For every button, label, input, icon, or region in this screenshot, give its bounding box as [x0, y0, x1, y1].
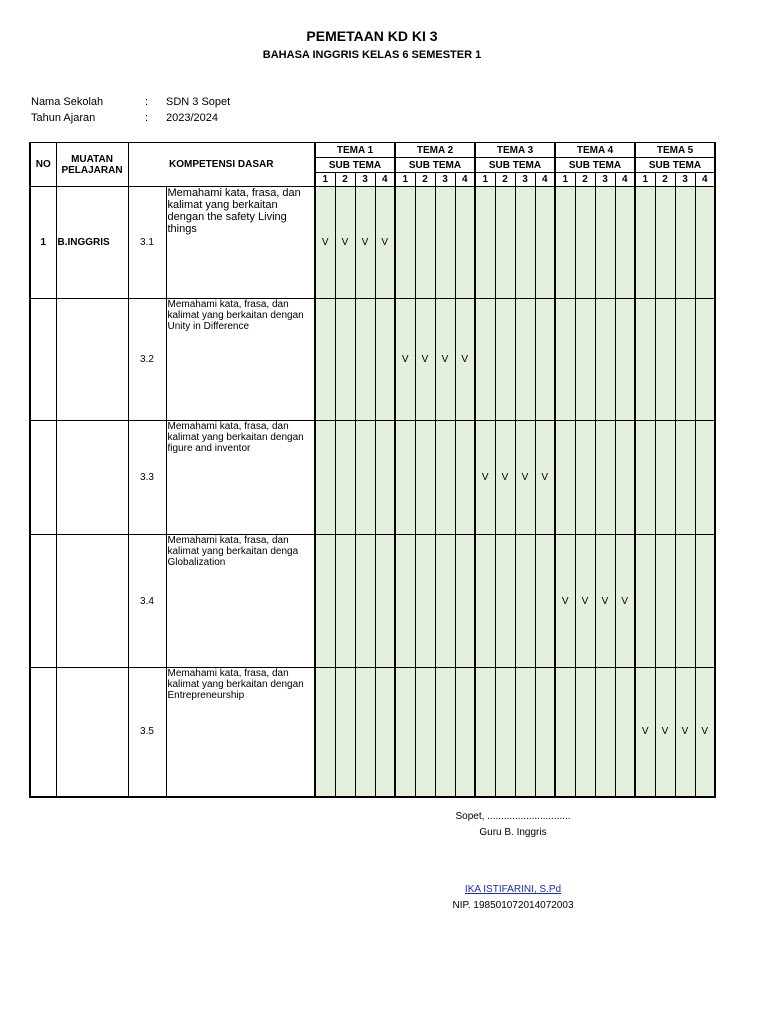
- row-kd-code: 3.2: [128, 299, 166, 421]
- row-muatan: [56, 299, 128, 421]
- header-sub-number: 1: [315, 173, 335, 187]
- header-sub-number: 1: [555, 173, 575, 187]
- check-cell: [695, 668, 715, 797]
- check-cell: [495, 668, 515, 797]
- check-cell: [535, 668, 555, 797]
- check-cell: [375, 299, 395, 421]
- check-cell: [455, 187, 475, 299]
- row-no: [30, 299, 56, 421]
- row-kd-text: Memahami kata, frasa, dan kalimat yang berkaitan dengan Unity in Difference: [166, 299, 315, 421]
- check-cell: [575, 421, 595, 535]
- check-mark: V: [481, 472, 489, 483]
- header-tema-4: TEMA 4: [555, 143, 635, 158]
- signature-role: Guru B. Inggris: [479, 827, 547, 838]
- check-cell: [315, 421, 335, 535]
- header-no: NO: [30, 143, 56, 187]
- header-sub-number: 2: [655, 173, 675, 187]
- check-cell: [435, 299, 455, 421]
- check-mark: V: [461, 354, 469, 365]
- check-cell: [395, 421, 415, 535]
- check-mark: V: [381, 237, 389, 248]
- row-no: [30, 421, 56, 535]
- check-cell: [575, 187, 595, 299]
- row-muatan: [56, 535, 128, 668]
- header-tema-5: TEMA 5: [635, 143, 715, 158]
- row-kd-text: Memahami kata, frasa, dan kalimat yang berkaitan dengan figure and inventor: [166, 421, 315, 535]
- row-kd-code: 3.5: [128, 668, 166, 797]
- check-cell: [595, 421, 615, 535]
- check-mark: V: [661, 726, 669, 738]
- row-muatan: [56, 421, 128, 535]
- check-cell: [615, 668, 635, 797]
- check-cell: [575, 299, 595, 421]
- check-cell: [675, 187, 695, 299]
- check-cell: [315, 299, 335, 421]
- check-cell: [535, 535, 555, 668]
- check-cell: [375, 668, 395, 797]
- check-mark: V: [341, 237, 349, 248]
- check-cell: [655, 421, 675, 535]
- check-cell: [455, 535, 475, 668]
- year-value: 2023/2024: [166, 112, 218, 124]
- check-cell: [475, 299, 495, 421]
- school-label: Nama Sekolah: [31, 96, 104, 108]
- kd-mapping-table: [29, 142, 716, 798]
- header-tema-2: TEMA 2: [395, 143, 475, 158]
- header-sub-number: 4: [455, 173, 475, 187]
- check-cell: [395, 187, 415, 299]
- page-subtitle: BAHASA INGGRIS KELAS 6 SEMESTER 1: [262, 49, 482, 61]
- row-no: 1: [30, 187, 56, 299]
- header-sub-number: 4: [615, 173, 635, 187]
- check-cell: [355, 299, 375, 421]
- year-colon: :: [145, 112, 149, 124]
- check-cell: [475, 668, 495, 797]
- row-muatan: [56, 668, 128, 797]
- check-mark: V: [541, 472, 549, 483]
- check-mark: V: [401, 354, 409, 365]
- check-cell: [615, 535, 635, 668]
- school-colon: :: [145, 96, 149, 108]
- row-no: [30, 535, 56, 668]
- check-cell: [495, 535, 515, 668]
- check-cell: [475, 187, 495, 299]
- check-cell: [455, 668, 475, 797]
- check-mark: V: [581, 595, 589, 607]
- check-mark: V: [361, 237, 369, 248]
- year-label: Tahun Ajaran: [31, 112, 96, 124]
- check-cell: [695, 187, 715, 299]
- row-kd-code: 3.4: [128, 535, 166, 668]
- school-value: SDN 3 Sopet: [166, 96, 231, 108]
- check-cell: [375, 535, 395, 668]
- row-kd-code: 3.1: [128, 187, 166, 299]
- check-cell: [615, 187, 635, 299]
- header-sub-number: 1: [395, 173, 415, 187]
- check-cell: [435, 668, 455, 797]
- header-sub-number: 1: [475, 173, 495, 187]
- header-sub-tema: SUB TEMA: [475, 158, 555, 173]
- check-cell: [455, 299, 475, 421]
- check-cell: [415, 299, 435, 421]
- header-sub-tema: SUB TEMA: [395, 158, 475, 173]
- header-sub-number: 3: [595, 173, 615, 187]
- check-cell: [655, 187, 675, 299]
- check-cell: [675, 668, 695, 797]
- table-row: [30, 187, 715, 299]
- check-cell: [595, 299, 615, 421]
- header-sub-number: 1: [635, 173, 655, 187]
- header-kompetensi: KOMPETENSI DASAR: [128, 143, 315, 187]
- check-cell: [395, 668, 415, 797]
- check-mark: V: [701, 726, 709, 738]
- check-cell: [395, 299, 415, 421]
- check-cell: [515, 187, 535, 299]
- header-sub-tema: SUB TEMA: [635, 158, 715, 173]
- table-row: [30, 299, 715, 421]
- check-mark: V: [421, 354, 429, 365]
- check-mark: V: [501, 472, 509, 483]
- row-kd-text: Memahami kata, frasa, dan kalimat yang berkaitan denga Globalization: [166, 535, 315, 668]
- check-cell: [555, 187, 575, 299]
- check-cell: [555, 668, 575, 797]
- table-row: [30, 535, 715, 668]
- header-sub-number: 4: [535, 173, 555, 187]
- check-cell: [415, 187, 435, 299]
- header-sub-tema: SUB TEMA: [555, 158, 635, 173]
- check-cell: [635, 187, 655, 299]
- check-cell: [695, 535, 715, 668]
- check-cell: [695, 299, 715, 421]
- check-mark: V: [601, 595, 609, 607]
- header-sub-number: 2: [495, 173, 515, 187]
- page-title: PEMETAAN KD KI 3: [306, 28, 438, 44]
- check-cell: [335, 421, 355, 535]
- check-cell: [655, 535, 675, 668]
- check-cell: [475, 535, 495, 668]
- header-sub-number: 4: [695, 173, 715, 187]
- check-cell: [495, 187, 515, 299]
- check-cell: [615, 299, 635, 421]
- check-cell: [595, 187, 615, 299]
- check-cell: [435, 421, 455, 535]
- check-cell: [635, 535, 655, 668]
- check-cell: [595, 668, 615, 797]
- check-cell: [355, 668, 375, 797]
- header-sub-number: 3: [435, 173, 455, 187]
- header-tema-3: TEMA 3: [475, 143, 555, 158]
- check-cell: [495, 421, 515, 535]
- check-cell: [575, 535, 595, 668]
- header-sub-number: 2: [415, 173, 435, 187]
- check-mark: V: [621, 595, 629, 607]
- check-mark: V: [441, 354, 449, 365]
- check-cell: [415, 668, 435, 797]
- check-mark: V: [681, 726, 689, 738]
- check-cell: [615, 421, 635, 535]
- table-row: [30, 421, 715, 535]
- check-cell: [495, 299, 515, 421]
- check-cell: [435, 535, 455, 668]
- row-no: [30, 668, 56, 797]
- check-cell: [635, 421, 655, 535]
- check-cell: [515, 421, 535, 535]
- check-cell: [635, 299, 655, 421]
- check-cell: [335, 299, 355, 421]
- check-cell: [515, 535, 535, 668]
- check-cell: [595, 535, 615, 668]
- signature-place-date: Sopet, ..............................: [455, 811, 571, 822]
- check-cell: [535, 421, 555, 535]
- check-cell: [355, 421, 375, 535]
- check-cell: [575, 668, 595, 797]
- header-sub-number: 4: [375, 173, 395, 187]
- check-cell: [675, 535, 695, 668]
- check-cell: [515, 668, 535, 797]
- check-cell: [375, 187, 395, 299]
- check-cell: [415, 535, 435, 668]
- row-kd-text: Memahami kata, frasa, dan kalimat yang berkaitan dengan the safety Living things: [166, 187, 315, 299]
- signature-name: IKA ISTIFARINI, S.Pd: [464, 884, 562, 895]
- check-cell: [315, 535, 335, 668]
- check-cell: [315, 668, 335, 797]
- header-sub-tema: SUB TEMA: [315, 158, 395, 173]
- check-cell: [415, 421, 435, 535]
- header-sub-number: 3: [515, 173, 535, 187]
- table-row: [30, 668, 715, 797]
- check-cell: [695, 421, 715, 535]
- check-cell: [635, 668, 655, 797]
- check-mark: V: [561, 595, 569, 607]
- header-tema-1: TEMA 1: [315, 143, 395, 158]
- check-cell: [335, 535, 355, 668]
- header-muatan: MUATAN PELAJARAN: [56, 143, 128, 187]
- check-mark: V: [321, 237, 329, 248]
- check-cell: [475, 421, 495, 535]
- check-cell: [655, 299, 675, 421]
- check-cell: [315, 187, 335, 299]
- check-cell: [335, 187, 355, 299]
- check-cell: [535, 187, 555, 299]
- check-cell: [355, 187, 375, 299]
- row-muatan: B.INGGRIS: [56, 187, 128, 299]
- check-cell: [455, 421, 475, 535]
- check-cell: [555, 535, 575, 668]
- check-cell: [355, 535, 375, 668]
- check-cell: [535, 299, 555, 421]
- check-cell: [375, 421, 395, 535]
- row-kd-text: Memahami kata, frasa, dan kalimat yang berkaitan dengan Entrepreneurship: [166, 668, 315, 797]
- header-sub-number: 3: [355, 173, 375, 187]
- check-cell: [675, 421, 695, 535]
- check-cell: [515, 299, 535, 421]
- check-cell: [555, 299, 575, 421]
- header-sub-number: 2: [335, 173, 355, 187]
- check-cell: [655, 668, 675, 797]
- check-cell: [335, 668, 355, 797]
- check-cell: [675, 299, 695, 421]
- check-cell: [395, 535, 415, 668]
- check-cell: [435, 187, 455, 299]
- check-cell: [555, 421, 575, 535]
- header-sub-number: 2: [575, 173, 595, 187]
- row-kd-code: 3.3: [128, 421, 166, 535]
- signature-nip: NIP. 198501072014072003: [452, 900, 574, 911]
- check-mark: V: [521, 472, 529, 483]
- header-sub-number: 3: [675, 173, 695, 187]
- check-mark: V: [641, 726, 649, 738]
